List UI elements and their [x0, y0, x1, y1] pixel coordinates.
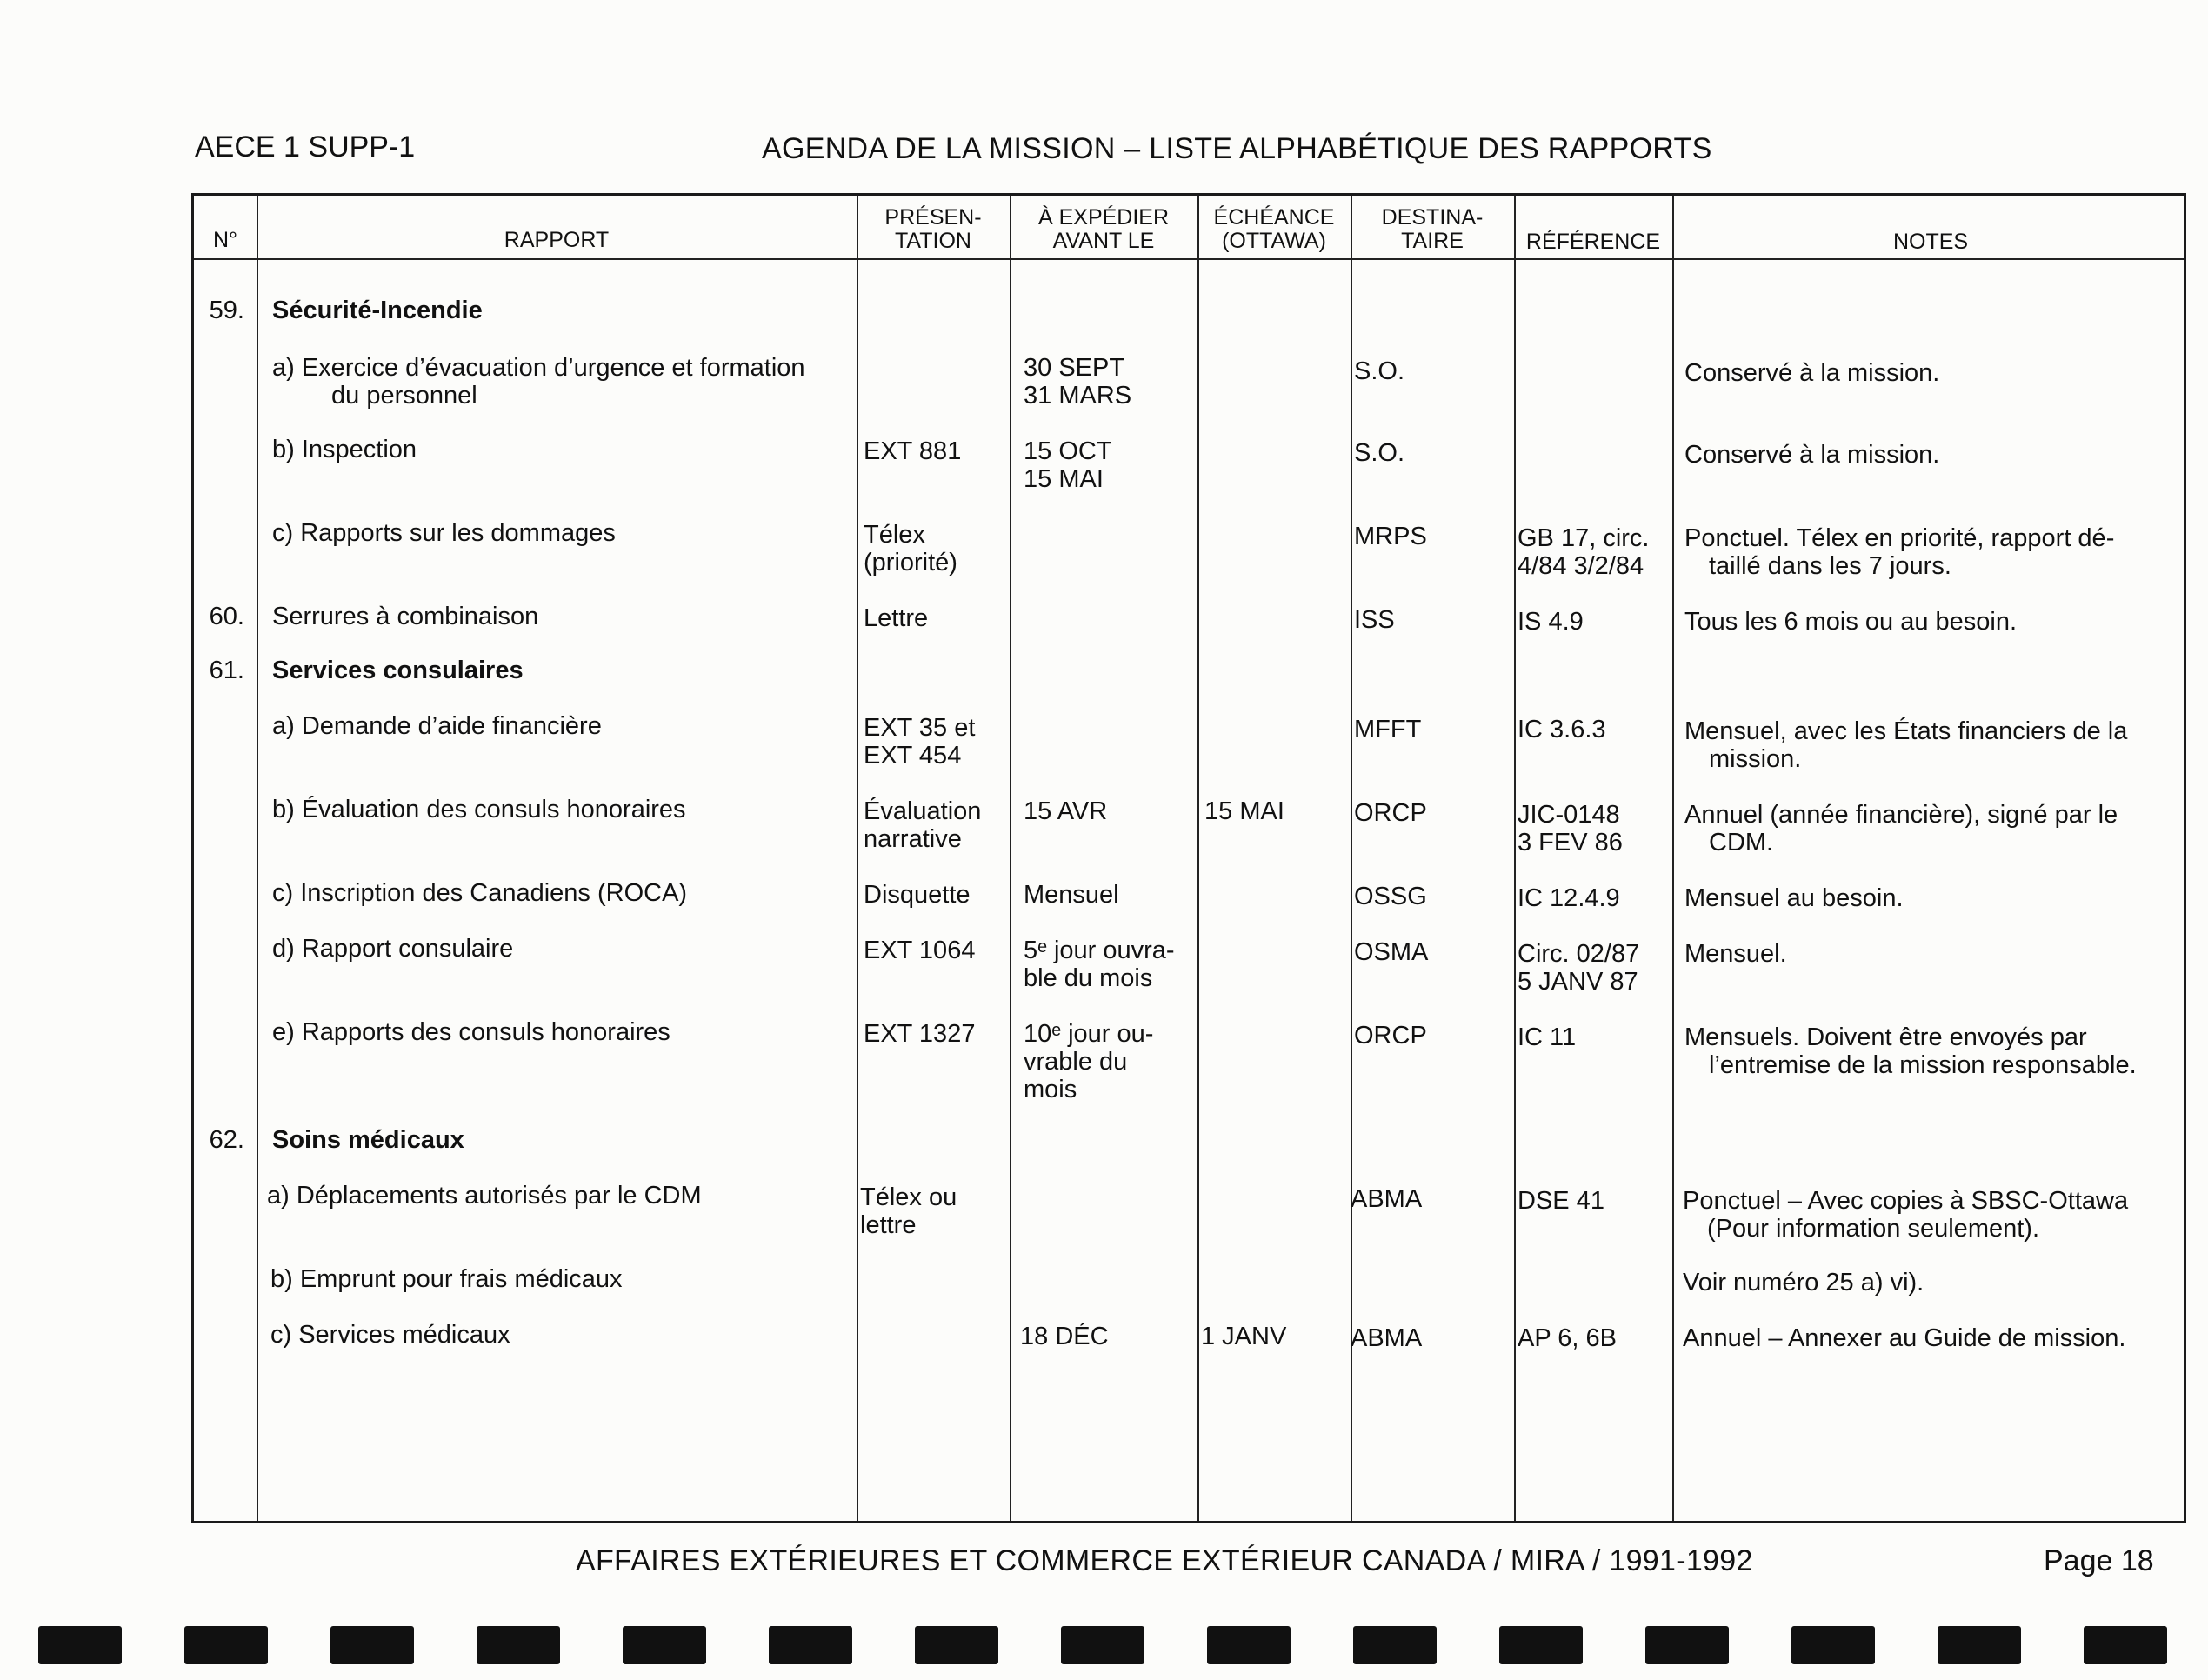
- recipient: ORCP: [1354, 799, 1427, 827]
- col-header-rapport: RAPPORT: [504, 228, 610, 252]
- reference: GB 17, circ.: [1518, 524, 1650, 552]
- send-before-cont: ble du mois: [1024, 964, 1153, 992]
- deadline: 15 MAI: [1204, 797, 1284, 825]
- reference: JIC-0148: [1518, 801, 1620, 829]
- reference: DSE 41: [1518, 1187, 1604, 1215]
- presentation: Évaluation: [864, 797, 982, 825]
- report-name: c) Inscription des Canadiens (ROCA): [272, 879, 688, 907]
- presentation: EXT 1327: [864, 1020, 976, 1048]
- binding-mark: [1207, 1626, 1291, 1664]
- notes-cont: mission.: [1709, 745, 1802, 773]
- footer-publisher: AFFAIRES EXTÉRIEURES ET COMMERCE EXTÉRIEUR CANADA / MIRA / 1991-1992: [576, 1544, 1753, 1577]
- notes: Mensuels. Doivent être envoyés par: [1684, 1023, 2087, 1051]
- section-title: Services consulaires: [272, 657, 524, 684]
- notes: Tous les 6 mois ou au besoin.: [1684, 608, 2018, 636]
- binding-mark: [184, 1626, 268, 1664]
- notes: Conservé à la mission.: [1684, 359, 1940, 387]
- doc-code: AECE 1 SUPP-1: [195, 130, 416, 163]
- reference: AP 6, 6B: [1518, 1324, 1617, 1352]
- presentation: Disquette: [864, 881, 971, 909]
- notes-cont: l’entremise de la mission responsable.: [1709, 1051, 2137, 1079]
- col-divider: [1514, 196, 1516, 1521]
- report-name: a) Déplacements autorisés par le CDM: [267, 1182, 702, 1210]
- send-before: 18 DÉC: [1020, 1323, 1109, 1350]
- report-name: a) Exercice d’évacuation d’urgence et formation: [272, 354, 805, 382]
- binding-mark: [1353, 1626, 1437, 1664]
- section-title: Sécurité-Incendie: [272, 297, 483, 324]
- notes: Annuel (année financière), signé par le: [1684, 801, 2118, 829]
- col-header-destinataire: DESTINA- TAIRE: [1381, 205, 1484, 253]
- col-header-notes: NOTES: [1892, 230, 1969, 254]
- col-divider: [1010, 196, 1011, 1521]
- notes: Voir numéro 25 a) vi).: [1683, 1269, 1924, 1297]
- col-divider: [1351, 196, 1352, 1521]
- col-header-reference: RÉFÉRENCE: [1525, 230, 1661, 254]
- report-name: d) Rapport consulaire: [272, 935, 514, 963]
- binding-mark: [1645, 1626, 1729, 1664]
- col-header-no: N°: [212, 228, 238, 252]
- binding-mark: [1791, 1626, 1875, 1664]
- report-name: a) Demande d’aide financière: [272, 712, 602, 740]
- notes: Ponctuel. Télex en priorité, rapport dé-: [1684, 524, 2115, 552]
- send-before-cont: mois: [1024, 1076, 1077, 1103]
- reference: IS 4.9: [1518, 608, 1584, 636]
- recipient: OSMA: [1354, 938, 1429, 966]
- send-before: Mensuel: [1024, 881, 1119, 909]
- binding-mark: [915, 1626, 998, 1664]
- send-before: 15 OCT: [1024, 437, 1112, 465]
- report-name: c) Rapports sur les dommages: [272, 519, 616, 547]
- send-before: 5ᵉ jour ouvra-: [1024, 937, 1175, 964]
- col-header-expedier: À EXPÉDIER AVANT LE: [1037, 205, 1170, 253]
- presentation-cont: lettre: [860, 1211, 917, 1239]
- col-divider: [857, 196, 858, 1521]
- notes: Mensuel, avec les États financiers de la: [1684, 717, 2128, 745]
- presentation: EXT 881: [864, 437, 962, 465]
- notes-cont: CDM.: [1709, 829, 1774, 857]
- binding-mark: [1061, 1626, 1144, 1664]
- presentation: Lettre: [864, 604, 929, 632]
- row-number: 59.: [209, 297, 244, 324]
- page-title: AGENDA DE LA MISSION – LISTE ALPHABÉTIQUE DES RAPPORTS: [762, 132, 1712, 165]
- binding-mark: [330, 1626, 414, 1664]
- binding-mark: [38, 1626, 122, 1664]
- col-divider: [257, 196, 258, 1521]
- send-before-cont: 15 MAI: [1024, 465, 1104, 493]
- report-name: b) Inspection: [272, 436, 417, 463]
- recipient: ABMA: [1351, 1185, 1423, 1213]
- recipient: MFFT: [1354, 716, 1422, 743]
- binding-mark: [769, 1626, 852, 1664]
- row-number: 62.: [209, 1126, 244, 1154]
- presentation-cont: EXT 454: [864, 742, 962, 770]
- reference-cont: 4/84 3/2/84: [1518, 552, 1644, 580]
- recipient: MRPS: [1354, 523, 1427, 550]
- row-number: 60.: [209, 603, 244, 630]
- report-name: c) Services médicaux: [270, 1321, 510, 1349]
- report-name: b) Emprunt pour frais médicaux: [270, 1265, 623, 1293]
- binding-marks: [38, 1626, 2178, 1664]
- reports-table: [191, 193, 2186, 1523]
- recipient: S.O.: [1354, 357, 1405, 385]
- row-number: 61.: [209, 657, 244, 684]
- section-title: Soins médicaux: [272, 1126, 464, 1154]
- col-divider: [1197, 196, 1199, 1521]
- page-number: Page 18: [2044, 1544, 2154, 1577]
- report-name-cont: du personnel: [331, 382, 477, 410]
- col-header-echeance: ÉCHÉANCE (OTTAWA): [1213, 205, 1335, 253]
- send-before: 10ᵉ jour ou-: [1024, 1020, 1154, 1048]
- notes: Conservé à la mission.: [1684, 441, 1940, 469]
- notes: Mensuel.: [1684, 940, 1787, 968]
- presentation: Télex: [864, 521, 925, 549]
- presentation: EXT 35 et: [864, 714, 976, 742]
- binding-mark: [623, 1626, 706, 1664]
- recipient: S.O.: [1354, 439, 1405, 467]
- reference: IC 11: [1518, 1023, 1577, 1051]
- recipient: ISS: [1354, 606, 1395, 634]
- presentation: Télex ou: [860, 1183, 957, 1211]
- notes: Annuel – Annexer au Guide de mission.: [1683, 1324, 2126, 1352]
- notes-cont: taillé dans les 7 jours.: [1709, 552, 1951, 580]
- header-divider: [194, 258, 2184, 260]
- deadline: 1 JANV: [1201, 1323, 1287, 1350]
- presentation: EXT 1064: [864, 937, 976, 964]
- binding-mark: [1499, 1626, 1583, 1664]
- col-header-presentation: PRÉSEN- TATION: [884, 205, 982, 253]
- reference-cont: 3 FEV 86: [1518, 829, 1623, 857]
- recipient: ABMA: [1351, 1324, 1423, 1352]
- recipient: OSSG: [1354, 883, 1427, 910]
- send-before: 30 SEPT: [1024, 354, 1125, 382]
- notes: Ponctuel – Avec copies à SBSC-Ottawa: [1683, 1187, 2129, 1215]
- reference: IC 12.4.9: [1518, 884, 1620, 912]
- binding-mark: [477, 1626, 560, 1664]
- binding-mark: [2084, 1626, 2167, 1664]
- send-before-cont: 31 MARS: [1024, 382, 1132, 410]
- notes-cont: (Pour information seulement).: [1707, 1215, 2039, 1243]
- reference-cont: 5 JANV 87: [1518, 968, 1638, 996]
- report-name: Serrures à combinaison: [272, 603, 539, 630]
- report-name: e) Rapports des consuls honoraires: [272, 1018, 670, 1046]
- reference: Circ. 02/87: [1518, 940, 1640, 968]
- notes: Mensuel au besoin.: [1684, 884, 1904, 912]
- col-divider: [1672, 196, 1674, 1521]
- recipient: ORCP: [1354, 1022, 1427, 1050]
- send-before-cont: vrable du: [1024, 1048, 1128, 1076]
- report-name: b) Évaluation des consuls honoraires: [272, 796, 686, 823]
- presentation-cont: narrative: [864, 825, 962, 853]
- send-before: 15 AVR: [1024, 797, 1108, 825]
- reference: IC 3.6.3: [1518, 716, 1606, 743]
- binding-mark: [1938, 1626, 2021, 1664]
- presentation-cont: (priorité): [864, 549, 957, 577]
